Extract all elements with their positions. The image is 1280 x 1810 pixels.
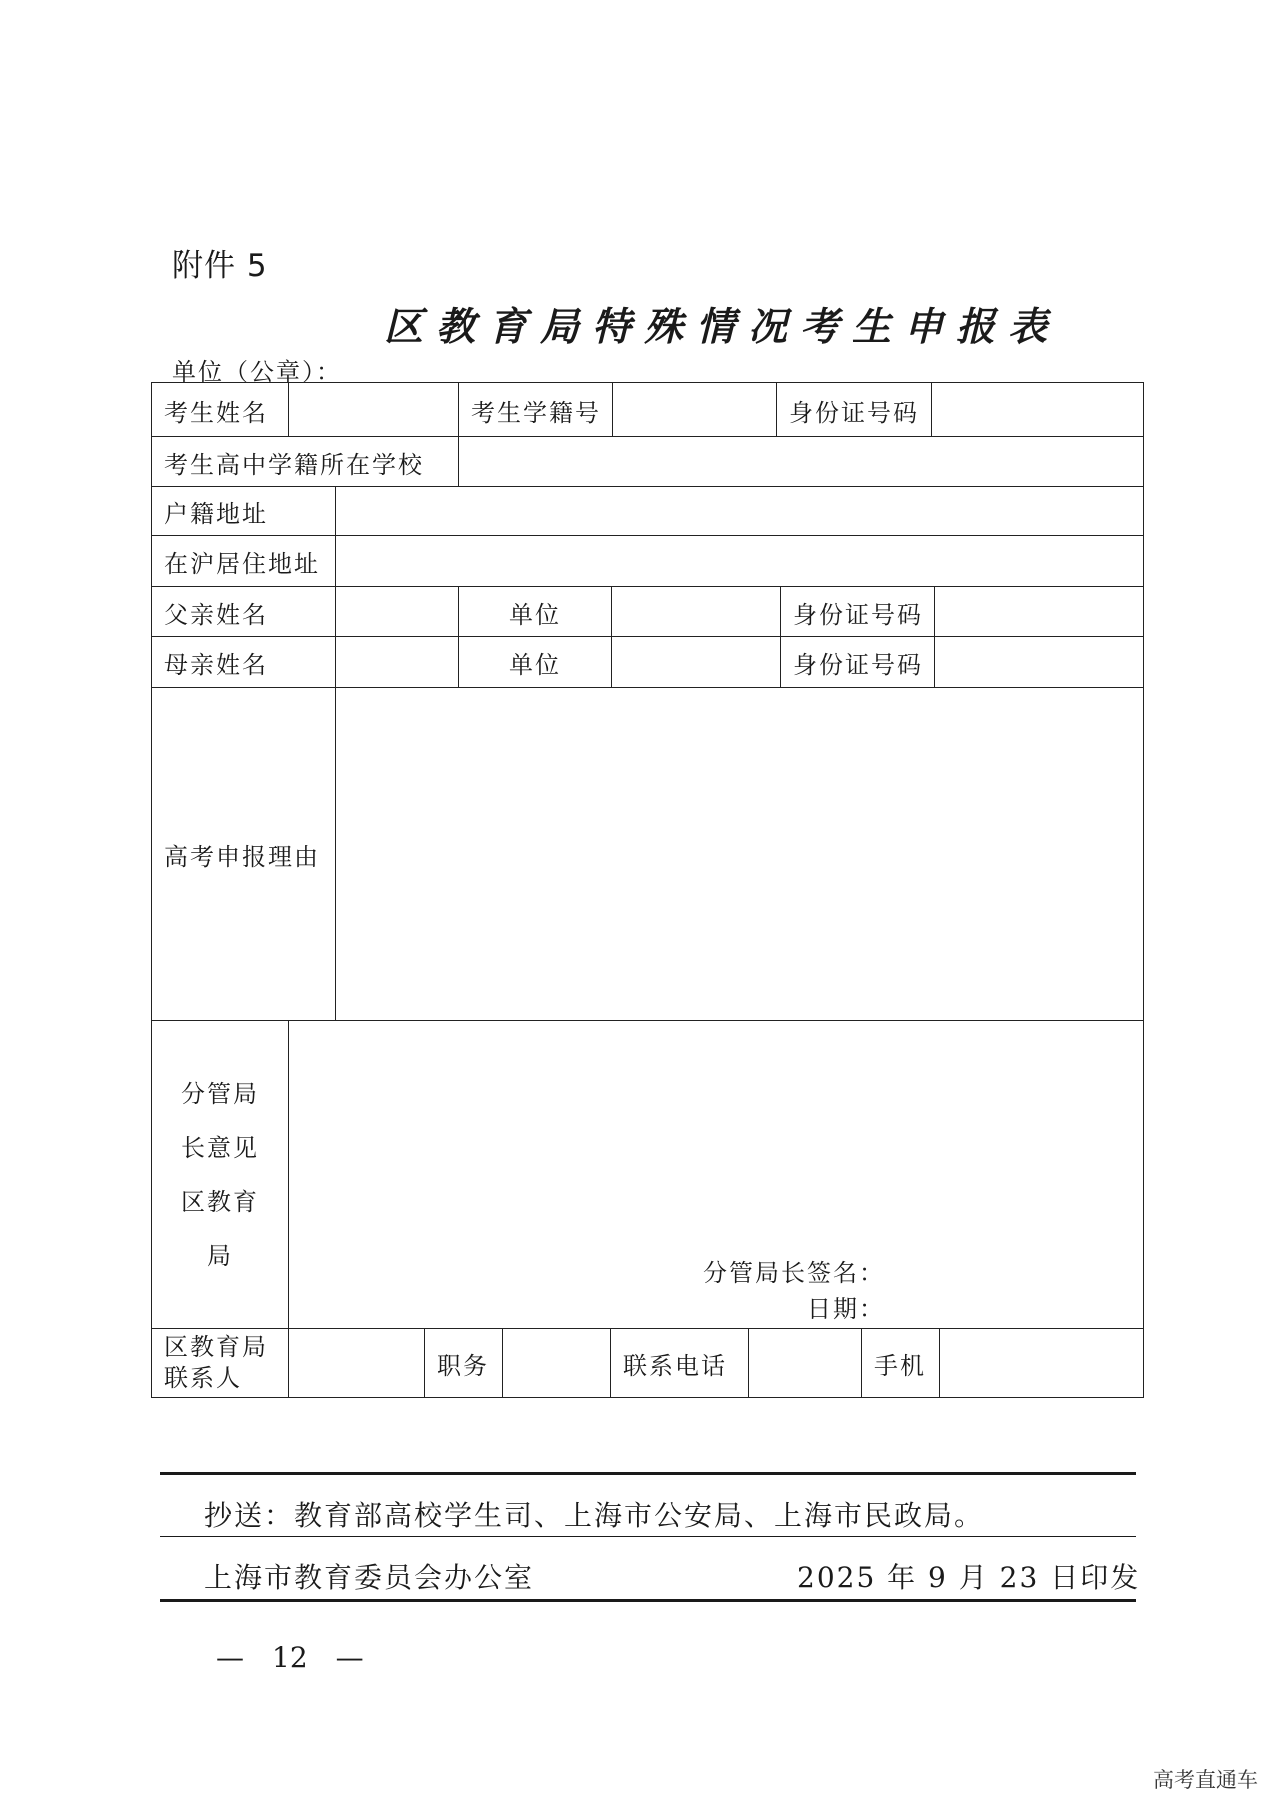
- reason-label: 高考申报理由: [164, 843, 320, 871]
- school-label: 考生高中学籍所在学校: [164, 450, 424, 479]
- table-row: [151, 486, 1144, 536]
- table-row: [151, 1020, 1144, 1329]
- opinion-field[interactable]: [288, 1021, 1143, 1329]
- signature-label: 分管局长签名：: [703, 1259, 885, 1287]
- father-employer-field[interactable]: [611, 587, 780, 637]
- hukou-address-label: 户籍地址: [164, 500, 268, 528]
- mother-employer-label: 单位: [458, 637, 611, 688]
- father-name-field[interactable]: [335, 587, 458, 637]
- opinion-label-line: 分管局: [181, 1080, 259, 1108]
- student-id-label: 身份证号码: [776, 383, 931, 437]
- father-employer-label: 单位: [458, 587, 611, 637]
- footer-top-rule: [160, 1472, 1136, 1475]
- opinion-label-line: 长意见: [181, 1134, 259, 1162]
- student-name-label: 考生姓名: [164, 398, 268, 427]
- father-id-field[interactable]: [934, 587, 1143, 637]
- attachment-label: 附件 5: [172, 248, 268, 284]
- mother-name-field[interactable]: [335, 637, 458, 688]
- mobile-label: 手机: [861, 1329, 939, 1397]
- application-form-table: [151, 382, 1144, 1399]
- position-field[interactable]: [502, 1329, 610, 1397]
- shanghai-address-field[interactable]: [335, 536, 1143, 587]
- watermark: 高考直通车: [1153, 1768, 1258, 1792]
- unit-seal-label: 单位（公章）：: [172, 358, 342, 386]
- table-row: [151, 1328, 1144, 1398]
- table-row: [151, 382, 1144, 437]
- mother-id-label: 身份证号码: [780, 637, 934, 688]
- opinion-label-line: 局: [207, 1242, 233, 1270]
- issue-date: 2025 年 9 月 23 日印发: [797, 1561, 1141, 1594]
- table-row: [151, 636, 1144, 688]
- table-row: [151, 436, 1144, 487]
- mother-employer-field[interactable]: [611, 637, 780, 688]
- shanghai-address-label: 在沪居住地址: [164, 550, 320, 578]
- opinion-label-line: 区教育: [181, 1188, 259, 1216]
- mother-id-field[interactable]: [934, 637, 1143, 688]
- student-id-field[interactable]: [931, 383, 1143, 437]
- contact-label: [152, 1329, 288, 1397]
- contact-label-line: 联系人: [164, 1364, 242, 1392]
- table-row: [151, 535, 1144, 587]
- form-title: 区教育局特殊情况考生申报表: [384, 304, 1061, 350]
- student-registration-field[interactable]: [612, 383, 776, 437]
- mobile-field[interactable]: [939, 1329, 1143, 1397]
- student-name-field[interactable]: [288, 383, 458, 437]
- cc-line: 抄送：教育部高校学生司、上海市公安局、上海市民政局。: [204, 1499, 985, 1532]
- phone-field[interactable]: [748, 1329, 861, 1397]
- date-label: 日期：: [807, 1295, 885, 1323]
- mother-name-label: 母亲姓名: [164, 651, 268, 679]
- footer-middle-rule: [160, 1536, 1136, 1537]
- opinion-label: [152, 1021, 288, 1329]
- contact-name-field[interactable]: [288, 1329, 424, 1397]
- position-label: 职务: [424, 1329, 502, 1397]
- school-field[interactable]: [458, 437, 1143, 487]
- father-name-label: 父亲姓名: [164, 600, 268, 629]
- contact-label-line: 区教育局: [164, 1333, 268, 1361]
- student-registration-label: 考生学籍号: [458, 383, 612, 437]
- page-number: — 12 —: [216, 1641, 364, 1674]
- father-id-label: 身份证号码: [780, 587, 934, 637]
- phone-label: 联系电话: [610, 1329, 748, 1397]
- table-row: [151, 586, 1144, 637]
- footer-bottom-rule: [160, 1599, 1136, 1602]
- reason-field[interactable]: [335, 688, 1143, 1021]
- table-row: [151, 687, 1144, 1021]
- issuer: 上海市教育委员会办公室: [204, 1561, 535, 1594]
- hukou-address-field[interactable]: [335, 487, 1143, 536]
